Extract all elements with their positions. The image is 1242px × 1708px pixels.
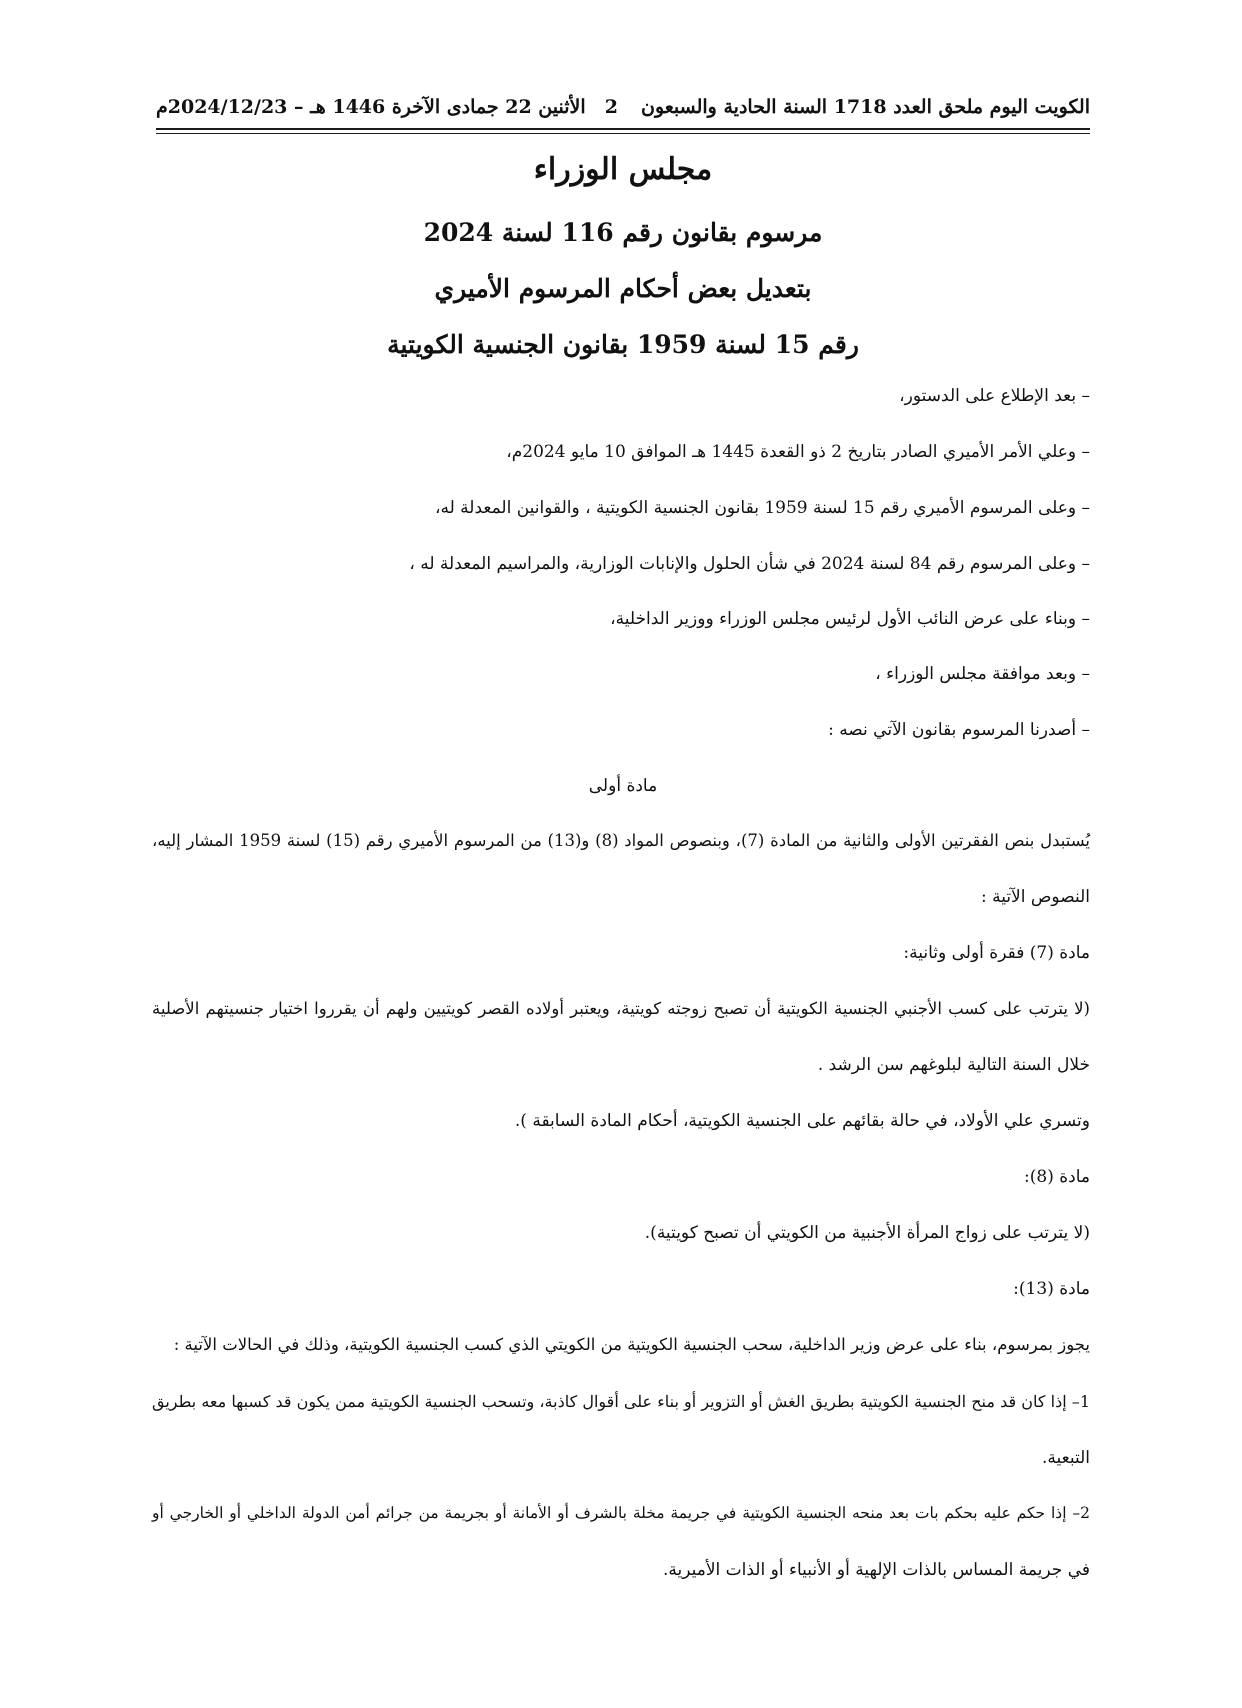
article-13-case-2: 2– إذا حكم عليه بحكم بات بعد منحه الجنسية الكويتية في جريمة مخلة بالشرف أو الأمانة أو بجريمة من جرائم أمن الدولة الداخلي أو الخارجي أو (152, 1504, 1090, 1522)
preamble-item: – بعد الإطلاع على الدستور، (899, 386, 1090, 406)
page-number: 2 (604, 96, 618, 118)
page-header (156, 96, 1090, 126)
preamble-item: – وبناء على عرض النائب الأول لرئيس مجلس الوزراء ووزير الداخلية، (610, 609, 1090, 629)
issue-date: الأثنين 22 جمادى الآخرة 1446 هـ – 2024/12/23م (156, 96, 586, 118)
article-7-heading: مادة (7) فقرة أولى وثانية: (903, 943, 1090, 963)
article-7-text: (لا يترتب على كسب الأجنبي الجنسية الكويتية أن تصبح زوجته كويتية، ويعتبر أولاده القصر كويتيين ولهم أن يقرروا اختيار جنسيتهم الأصلية (152, 999, 1090, 1018)
article-13-case-2-cont: في جريمة المساس بالذات الإلهية أو الأنبياء أو الذات الأميرية. (662, 1560, 1090, 1580)
article-13-heading: مادة (13): (1013, 1279, 1090, 1299)
article-one-intro-cont: النصوص الآتية : (980, 887, 1090, 907)
article-7-paragraph-2: وتسري علي الأولاد، في حالة بقائهم على الجنسية الكويتية، أحكام المادة السابقة ). (514, 1111, 1090, 1131)
article-8-heading: مادة (8): (1023, 1167, 1090, 1187)
header-rule-thick (156, 128, 1090, 130)
preamble-item: – وعلي الأمر الأميري الصادر بتاريخ 2 ذو القعدة 1445 هـ الموافق 10 مايو 2024م، (506, 442, 1090, 462)
issuing-body-title: مجلس الوزراء (533, 152, 713, 187)
header-rule-thin (156, 133, 1090, 134)
article-13-case-1: 1– إذا كان قد منح الجنسية الكويتية بطريق الغش أو التزوير أو بناء على أقوال كاذبة، وتسحب الجنسية الكويتية ممن يكون قد كسبها معه بطريق (152, 1392, 1090, 1411)
article-8-text: (لا يترتب على زواج المرأة الأجنبية من الكويتي أن تصبح كويتية). (644, 1223, 1090, 1243)
preamble-item: – وعلى المرسوم الأميري رقم 15 لسنة 1959 بقانون الجنسية الكويتية ، والقوانين المعدلة له، (434, 498, 1090, 518)
decree-subject-line-1: بتعديل بعض أحكام المرسوم الأميري (434, 274, 812, 303)
decree-subject-line-2: رقم 15 لسنة 1959 بقانون الجنسية الكويتية (387, 330, 859, 359)
article-7-text-cont: خلال السنة التالية لبلوغهم سن الرشد . (817, 1055, 1090, 1075)
article-13-intro: يجوز بمرسوم، بناء على عرض وزير الداخلية، سحب الجنسية الكويتية من الكويتي الذي كسب الجنسية الكويتية، وذلك في الحالات الآتية : (173, 1335, 1090, 1354)
preamble-item: – وعلى المرسوم رقم 84 لسنة 2024 في شأن الحلول والإنابات الوزارية، والمراسيم المعدلة له ، (409, 554, 1090, 574)
preamble-item: – وبعد موافقة مجلس الوزراء ، (875, 664, 1090, 684)
preamble-item: – أصدرنا المرسوم بقانون الآتي نصه : (828, 720, 1090, 740)
article-one-heading: مادة أولى (588, 776, 658, 796)
article-one-intro: يُستبدل بنص الفقرتين الأولى والثانية من المادة (7)، وبنصوص المواد (8) و(13) من المرسوم الأميري رقم (15) لسنة 1959 المشار إليه، (152, 831, 1091, 850)
publication-info: الكويت اليوم ملحق العدد 1718 السنة الحادية والسبعون (641, 96, 1090, 118)
decree-title: مرسوم بقانون رقم 116 لسنة 2024 (423, 218, 823, 247)
article-13-case-1-cont: التبعية. (1041, 1448, 1090, 1468)
